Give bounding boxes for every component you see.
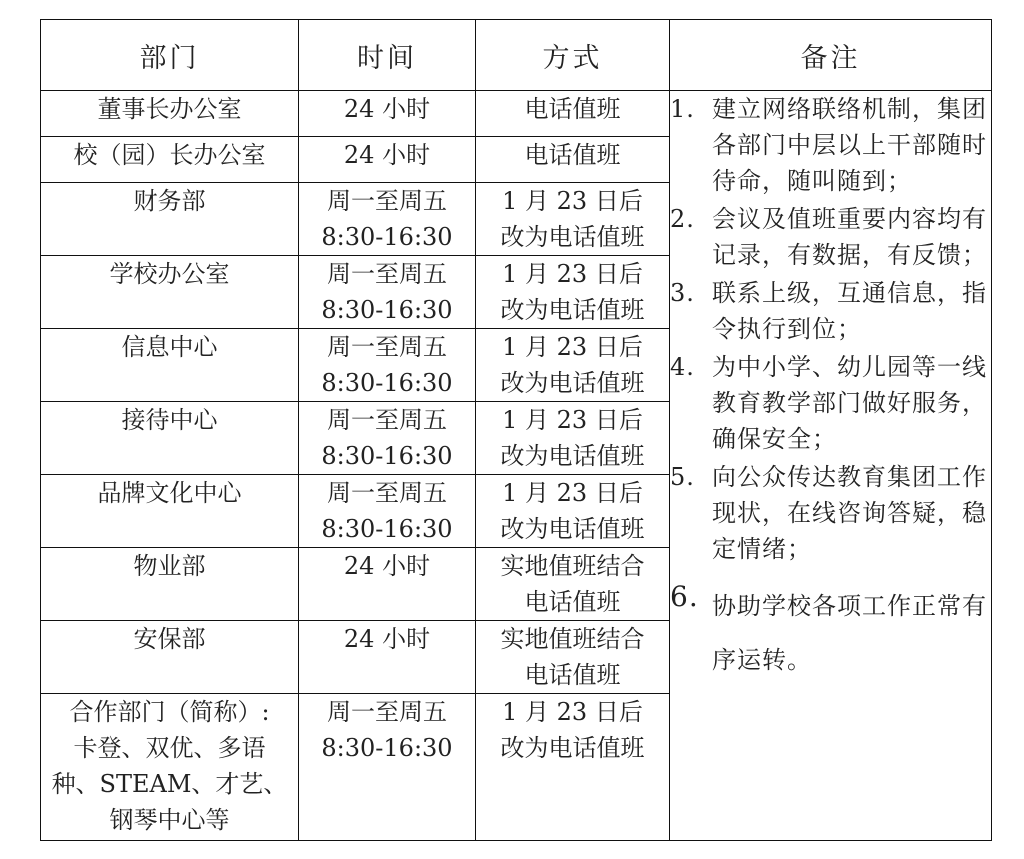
mode-line: 电话值班: [524, 95, 621, 123]
time-cell: [299, 402, 476, 475]
department-cell: [41, 256, 299, 329]
mode-line: 电话值班: [524, 141, 621, 169]
mode-line: 1 月 23 日后: [502, 187, 643, 215]
note-text: 建立网络联络机制，集团各部门中层以上干部随时待命，随叫随到；: [712, 95, 987, 195]
note-item: [670, 349, 991, 457]
department-line: 种、STEAM、才艺、: [51, 770, 288, 798]
mode-cell: [476, 548, 670, 621]
mode-line: 实地值班结合: [500, 552, 645, 580]
department-line: 品牌文化中心: [97, 479, 242, 507]
mode-line: 实地值班结合: [500, 625, 645, 653]
mode-cell: [476, 183, 670, 256]
note-number: 3.: [670, 279, 695, 307]
department-line: 物业部: [133, 552, 206, 580]
time-line: 24 小时: [343, 552, 431, 580]
time-cell: [299, 621, 476, 694]
time-cell: [299, 329, 476, 402]
mode-cell: [476, 694, 670, 841]
department-line: 安保部: [133, 625, 206, 653]
header-time: 时间: [299, 20, 476, 91]
department-line: 钢琴中心等: [109, 806, 230, 834]
note-number: 6.: [670, 580, 699, 613]
mode-cell: [476, 256, 670, 329]
time-line: 8:30-16:30: [321, 223, 453, 251]
note-text: 会议及值班重要内容均有记录，有数据，有反馈；: [712, 205, 987, 269]
department-line: 董事长办公室: [97, 95, 242, 123]
notes-cell: [670, 91, 992, 841]
time-line: 周一至周五: [327, 333, 447, 361]
department-cell: [41, 694, 299, 841]
time-cell: [299, 183, 476, 256]
mode-line: 电话值班: [524, 588, 621, 616]
mode-cell: [476, 137, 670, 183]
mode-cell: [476, 91, 670, 137]
department-line: 卡登、双优、多语: [73, 734, 266, 762]
time-line: 周一至周五: [327, 698, 447, 726]
department-cell: [41, 137, 299, 183]
note-item: [670, 579, 991, 687]
time-cell: [299, 694, 476, 841]
mode-line: 改为电话值班: [500, 515, 645, 543]
note-item: [670, 275, 991, 347]
time-cell: [299, 137, 476, 183]
note-number: 5.: [670, 463, 695, 491]
department-line: 接待中心: [121, 406, 218, 434]
department-cell: [41, 329, 299, 402]
time-cell: [299, 256, 476, 329]
note-number: 2.: [670, 205, 695, 233]
time-line: 24 小时: [343, 625, 431, 653]
time-line: 8:30-16:30: [321, 442, 453, 470]
time-line: 周一至周五: [327, 187, 447, 215]
department-line: 财务部: [133, 187, 206, 215]
time-line: 8:30-16:30: [321, 734, 453, 762]
department-line: 学校办公室: [109, 260, 230, 288]
department-line: 校（园）长办公室: [73, 141, 266, 169]
mode-cell: [476, 475, 670, 548]
time-line: 24 小时: [343, 95, 431, 123]
department-cell: [41, 402, 299, 475]
time-cell: [299, 548, 476, 621]
time-cell: [299, 475, 476, 548]
mode-cell: [476, 329, 670, 402]
mode-line: 改为电话值班: [500, 223, 645, 251]
note-text: 向公众传达教育集团工作现状，在线咨询答疑，稳定情绪；: [712, 463, 987, 563]
department-line: 信息中心: [121, 333, 218, 361]
time-line: 周一至周五: [327, 260, 447, 288]
time-line: 8:30-16:30: [321, 515, 453, 543]
time-line: 周一至周五: [327, 406, 447, 434]
note-text: 协助学校各项工作正常有序运转。: [712, 592, 987, 674]
time-cell: [299, 91, 476, 137]
header-row: [41, 20, 992, 91]
header-notes: 备注: [670, 20, 992, 91]
department-cell: [41, 183, 299, 256]
mode-line: 改为电话值班: [500, 734, 645, 762]
note-item: [670, 91, 991, 199]
note-text: 联系上级，互通信息，指令执行到位；: [712, 279, 987, 343]
mode-cell: [476, 621, 670, 694]
time-line: 24 小时: [343, 141, 431, 169]
note-number: 1.: [670, 95, 695, 123]
note-item: [670, 201, 991, 273]
time-line: 8:30-16:30: [321, 369, 453, 397]
mode-line: 电话值班: [524, 661, 621, 689]
mode-line: 1 月 23 日后: [502, 406, 643, 434]
mode-cell: [476, 402, 670, 475]
department-cell: [41, 548, 299, 621]
mode-line: 改为电话值班: [500, 442, 645, 470]
note-text: 为中小学、幼儿园等一线教育教学部门做好服务，确保安全；: [712, 353, 987, 453]
time-line: 周一至周五: [327, 479, 447, 507]
department-cell: [41, 475, 299, 548]
time-line: 8:30-16:30: [321, 296, 453, 324]
header-department: 部门: [41, 20, 299, 91]
table-row: [41, 91, 992, 137]
department-line: 合作部门（简称）:: [69, 698, 270, 726]
header-mode: 方式: [476, 20, 670, 91]
department-cell: [41, 621, 299, 694]
duty-schedule-table: [40, 19, 992, 841]
note-item: [670, 459, 991, 567]
mode-line: 改为电话值班: [500, 296, 645, 324]
mode-line: 1 月 23 日后: [502, 479, 643, 507]
note-number: 4.: [670, 353, 695, 381]
department-cell: [41, 91, 299, 137]
mode-line: 1 月 23 日后: [502, 260, 643, 288]
mode-line: 1 月 23 日后: [502, 698, 643, 726]
mode-line: 改为电话值班: [500, 369, 645, 397]
mode-line: 1 月 23 日后: [502, 333, 643, 361]
